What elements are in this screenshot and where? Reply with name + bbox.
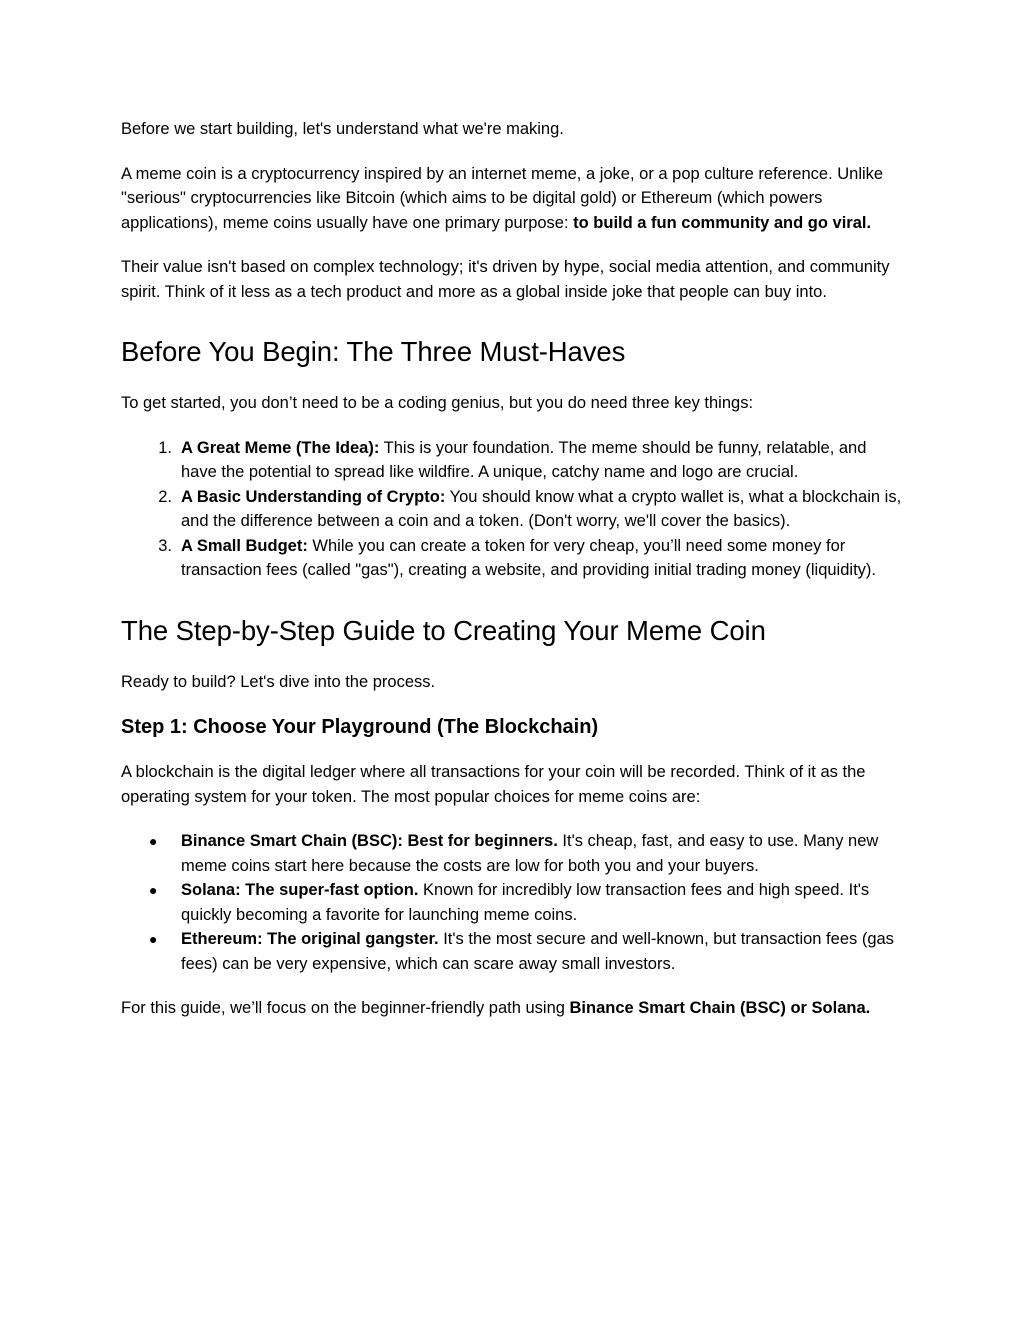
list-marker: 3. (158, 536, 172, 555)
list-item-text: It's cheap, fast, and easy to use. Many new meme coins start here because the costs are low for both you and your buyers. (181, 832, 879, 875)
list-item-title: A Great Meme (The Idea): (181, 438, 380, 457)
bullet-marker: ● (149, 931, 158, 947)
list-item (121, 436, 903, 485)
list-item-title: A Small Budget: (181, 536, 308, 555)
blockchain-options-list (121, 829, 903, 976)
list-item-title: Binance Smart Chain (BSC): Best for beginners. (181, 832, 558, 850)
list-item (121, 829, 903, 878)
list-item-text: This is your foundation. The meme should be funny, relatable, and have the potential to spread like wildfire. A unique, catchy name and logo are crucial. (181, 438, 867, 481)
intro-paragraph-2-text: A meme coin is a cryptocurrency inspired by an internet meme, a joke, or a pop culture reference. Unlike "serious" cryptocurrencies like Bitcoin (which aims to be digital gold) or Ethereum (which powers applications), meme coins usually have one primary purpose: (121, 164, 884, 232)
list-item (121, 878, 903, 927)
intro-paragraph-3: Their value isn't based on complex technology; it's driven by hype, social media attention, and community spirit. Think of it less as a tech product and more as a global inside joke that people can buy into. (121, 258, 890, 301)
intro-paragraph-2-emphasis: to build a fun community and go viral. (573, 213, 872, 232)
section-heading-must-haves: Before You Begin: The Three Must-Haves (121, 336, 626, 367)
step-1-heading: Step 1: Choose Your Playground (The Blockchain) (121, 716, 599, 738)
list-marker: 2. (158, 487, 172, 506)
bullet-marker: ● (149, 833, 158, 849)
must-haves-lead: To get started, you don’t need to be a coding genius, but you do need three key things: (121, 394, 754, 412)
intro-paragraph-2 (121, 162, 903, 236)
list-item-text: Known for incredibly low transaction fees and high speed. It's quickly becoming a favorite for launching meme coins. (181, 881, 870, 924)
document-body (121, 117, 903, 1021)
intro-paragraph-1: Before we start building, let's understand what we're making. (121, 120, 564, 138)
step-1-lead: A blockchain is the digital ledger where all transactions for your coin will be recorded. Think of it as the operating system for your token. The most popular choices for meme coins are: (121, 763, 866, 806)
list-item-title: A Basic Understanding of Crypto: (181, 487, 446, 506)
list-marker: 1. (158, 438, 172, 457)
must-haves-list (121, 436, 903, 583)
step-1-closing (121, 996, 903, 1021)
step-1-closing-emphasis: Binance Smart Chain (BSC) or Solana. (569, 999, 871, 1017)
list-item (121, 534, 903, 583)
section-heading-step-by-step: The Step-by-Step Guide to Creating Your Meme Coin (121, 614, 766, 646)
list-item-text: It's the most secure and well-known, but transaction fees (gas fees) can be very expensive, which can scare away small investors. (181, 930, 894, 973)
list-item-text: You should know what a crypto wallet is, what a blockchain is, and the difference between a coin and a token. (Don't worry, we'll cover the basics). (181, 487, 902, 530)
list-item-title: Solana: The super-fast option. (181, 881, 419, 899)
list-item (121, 927, 903, 976)
list-item-text: While you can create a token for very cheap, you’ll need some money for transaction fees (called "gas"), creating a website, and providing initial trading money (liquidity). (181, 536, 876, 579)
bullet-marker: ● (149, 882, 158, 898)
step-1-closing-text: For this guide, we’ll focus on the beginner-friendly path using (121, 999, 570, 1017)
step-by-step-lead: Ready to build? Let's dive into the process. (121, 672, 436, 691)
list-item-title: Ethereum: The original gangster. (181, 930, 439, 948)
list-item (121, 485, 903, 534)
